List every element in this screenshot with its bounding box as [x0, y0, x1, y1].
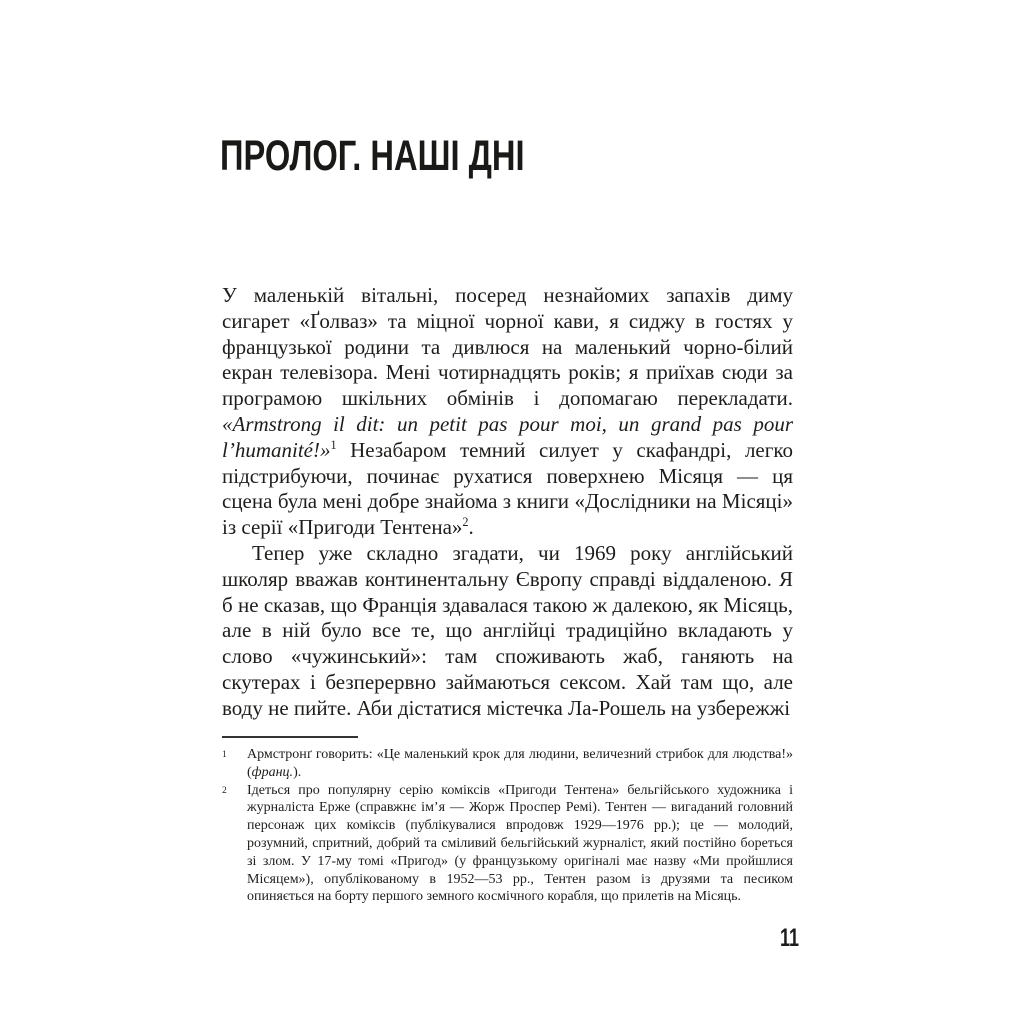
- footnote-marker: 1: [222, 750, 227, 760]
- footnote-marker: 2: [222, 785, 227, 796]
- footnote-list: [222, 746, 793, 906]
- text-run: Ідеться про популярну серію коміксів «Пригоди Тентена» бельгійського художника і журналіста Ерже (справжнє ім’я — Жорж Проспер Ремі). Тентен — вигаданий головний персонаж цих коміксів (публікувалися впродовж 1929—1976 рр.); це — молодий, розумний, спритний, добрий та сміливий бельгійський журналіст, який постійно бореться зі злом. У 17-му томі «Пригод» (у французькому оригіналі має назву «Ми пройшлися Місяцем»), опублікованому в 1952—53 рр., Тентен разом із друзями та песиком опиняється на борту першого земного космічного корабля, що прилетів на Місяць.: [247, 782, 793, 905]
- body-paragraphs: [222, 283, 793, 722]
- paragraph: [222, 283, 793, 541]
- italic-run: франц.: [251, 764, 294, 780]
- footnote-text: [247, 746, 793, 782]
- text-run: .: [468, 515, 474, 540]
- paragraph: [222, 541, 793, 722]
- text-run: Армстронґ говорить: «Це маленький крок для людини, величезний стрибок для людства!» (: [247, 747, 793, 780]
- page-number: 11: [780, 924, 800, 952]
- footnote: [222, 746, 793, 782]
- footnote-reference: 2: [462, 515, 469, 530]
- footnote-separator-rule: [222, 736, 358, 738]
- chapter-title: ПРОЛОГ. НАШІ ДНІ: [220, 131, 525, 180]
- footnote-reference: 1: [330, 437, 337, 452]
- text-run: Тепер уже складно згадати, чи 1969 року англійський школяр вважав континентальну Європу справді віддаленою. Я б не сказав, що Франція здавалася такою ж далекою, як Місяць, але в ній було все те, що англійці традиційно вкладають у слово «чужинський»: там споживають жаб, ганяють на скутерах і безперервно займаються сексом. Хай там що, але воду не пийте. Аби дістатися містечка Ла-Рошель на узбережжі: [222, 540, 793, 720]
- footnotes-block: [222, 736, 793, 906]
- text-run: ).: [293, 764, 302, 780]
- italic-run: «Armstrong il dit: un petit pas pour moi, un grand pas pour l’humanité!»: [222, 411, 793, 462]
- text-run: У маленькій вітальні, посеред незнайомих запахів диму сигарет «Ґолваз» та міцної чорної кави, я сиджу в гостях у французької родини та дивлюся на маленький чорно-білий екран телевізора. Мені чотирнадцять років; я приїхав сюди за програмою шкільних обмінів і допомагаю перекладати.: [222, 283, 793, 411]
- footnote: [222, 782, 793, 907]
- footnote-text: [247, 782, 793, 907]
- text-run: Незабаром темний силует у скафандрі, легко підстрибуючи, починає рухатися поверхнею Місяця — ця сцена була мені добре знайома з книги «Дослідники на Місяці» із серії «Пригоди Тентена»: [222, 437, 793, 540]
